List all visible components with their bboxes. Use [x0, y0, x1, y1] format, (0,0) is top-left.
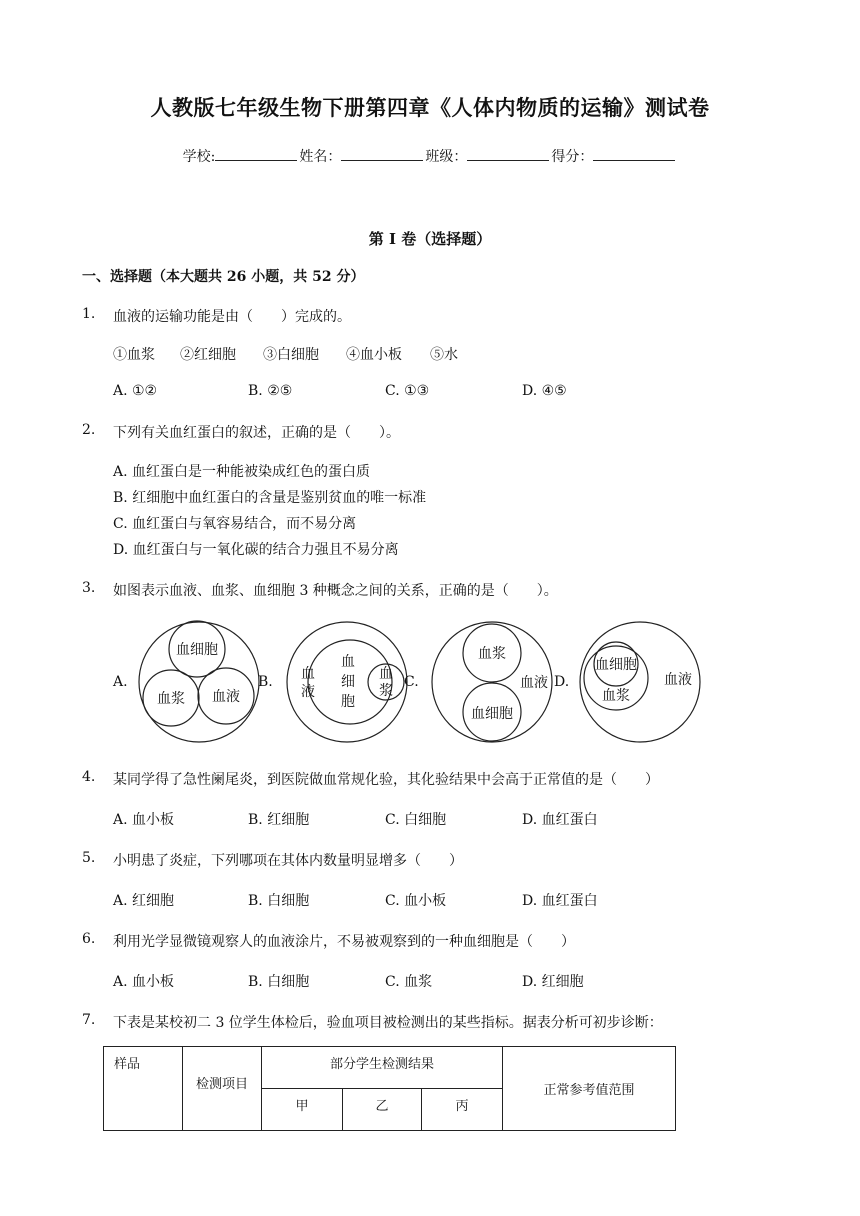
- q6-option-b[interactable]: B. 白细胞: [248, 974, 310, 990]
- q6-option-d[interactable]: D. 红细胞: [522, 974, 584, 990]
- question-2-stem: 下列有关血红蛋白的叙述，正确的是（ ）。: [113, 425, 400, 441]
- table-student-bing: 丙: [422, 1089, 503, 1131]
- q4-option-a[interactable]: A. 血小板: [113, 812, 175, 828]
- question-6-stem: 利用光学显微镜观察人的血液涂片，不易被观察到的一种血细胞是（ ）: [113, 934, 575, 950]
- venn-a-label-cells: 血细胞: [176, 642, 218, 658]
- field-class-blank[interactable]: [467, 146, 549, 161]
- page-title: 人教版七年级生物下册第四章《人体内物质的运输》测试卷: [150, 95, 710, 120]
- field-class-label: 班级：: [425, 149, 468, 165]
- q5-option-c[interactable]: C. 血小板: [385, 893, 447, 909]
- q3-option-d[interactable]: D.: [554, 674, 570, 690]
- question-5-number: 5.: [82, 850, 96, 866]
- q5-option-a[interactable]: A. 红细胞: [113, 893, 175, 909]
- table-header-results: 部分学生检测结果: [262, 1047, 503, 1089]
- venn-b-label-cells-3: 胞: [341, 694, 355, 710]
- q4-option-c[interactable]: C. 白细胞: [385, 812, 447, 828]
- q6-option-a[interactable]: A. 血小板: [113, 974, 175, 990]
- venn-diagram-d: [578, 620, 704, 746]
- field-name-blank[interactable]: [341, 146, 423, 161]
- q6-option-c[interactable]: C. 血浆: [385, 974, 433, 990]
- q2-option-b[interactable]: B. 红细胞中血红蛋白的含量是鉴别贫血的唯一标准: [113, 490, 427, 506]
- q1-option-a[interactable]: A. ①②: [113, 383, 158, 399]
- q1-option-d[interactable]: D. ④⑤: [522, 383, 567, 399]
- question-4-stem: 某同学得了急性阑尾炎，到医院做血常规化验，其化验结果中会高于正常值的是（ ）: [113, 772, 659, 788]
- q5-option-b[interactable]: B. 白细胞: [248, 893, 310, 909]
- table-student-jia: 甲: [262, 1089, 343, 1131]
- venn-d-label-blood: 血液: [664, 672, 692, 688]
- question-4-number: 4.: [82, 769, 96, 785]
- question-7-stem: 下表是某校初二 3 位学生体检后，验血项目被检测出的某些指标。据表分析可初步诊断：: [113, 1015, 663, 1031]
- q1-option-c[interactable]: C. ①③: [385, 383, 430, 399]
- venn-c-label-blood: 血液: [520, 675, 548, 691]
- venn-c-label-plasma: 血浆: [478, 646, 506, 662]
- q3-option-b[interactable]: B.: [258, 674, 273, 690]
- question-3-stem: 如图表示血液、血浆、血细胞 3 种概念之间的关系，正确的是（ ）。: [113, 583, 558, 599]
- venn-d-label-plasma: 血浆: [602, 688, 630, 704]
- question-5-stem: 小明患了炎症，下列哪项在其体内数量明显增多（ ）: [113, 853, 463, 869]
- venn-c-label-cells: 血细胞: [471, 706, 513, 722]
- venn-b-label-cells-1: 血: [341, 654, 355, 670]
- field-school-label: 学校:: [182, 149, 216, 165]
- q5-option-d[interactable]: D. 血红蛋白: [522, 893, 598, 909]
- field-school-blank[interactable]: [215, 146, 297, 161]
- venn-a-label-blood: 血液: [212, 689, 240, 705]
- table-header-sample: 样品: [104, 1047, 183, 1131]
- q1-item-1: ①血浆: [113, 347, 155, 363]
- question-3-number: 3.: [82, 580, 96, 596]
- question-1-stem: 血液的运输功能是由（ ）完成的。: [113, 309, 351, 325]
- venn-diagram-b: [284, 620, 412, 746]
- venn-b-label-blood-1: 血: [301, 666, 315, 682]
- table-header-ref: 正常参考值范围: [503, 1047, 676, 1131]
- q1-item-3: ③白细胞: [263, 347, 319, 363]
- section-title: 第 I 卷（选择题）: [368, 230, 492, 248]
- venn-b-label-plasma-1: 血: [379, 666, 393, 682]
- q1-item-5: ⑤水: [430, 347, 458, 363]
- question-2-number: 2.: [82, 422, 96, 438]
- field-name-label: 姓名：: [299, 149, 342, 165]
- q2-option-d[interactable]: D. 血红蛋白与一氧化碳的结合力强且不易分离: [113, 542, 399, 558]
- q3-option-c[interactable]: C.: [404, 674, 419, 690]
- venn-d-label-cells: 血细胞: [595, 657, 637, 673]
- question-1-number: 1.: [82, 306, 96, 322]
- q1-option-b[interactable]: B. ②⑤: [248, 383, 293, 399]
- venn-diagram-a: [134, 620, 266, 746]
- student-info-line: [0, 146, 860, 166]
- table-header-item: 检测项目: [183, 1047, 262, 1131]
- q2-option-a[interactable]: A. 血红蛋白是一种能被染成红色的蛋白质: [113, 464, 371, 480]
- q4-option-d[interactable]: D. 血红蛋白: [522, 812, 598, 828]
- part-title: 一、选择题（本大题共 26 小题，共 52 分）: [82, 269, 365, 285]
- q1-item-2: ②红细胞: [180, 347, 236, 363]
- blood-test-table: [103, 1046, 676, 1131]
- venn-b-label-plasma-2: 浆: [379, 683, 393, 699]
- question-6-number: 6.: [82, 931, 96, 947]
- field-score-blank[interactable]: [593, 146, 675, 161]
- venn-a-label-plasma: 血浆: [157, 691, 185, 707]
- q1-item-4: ④血小板: [346, 347, 402, 363]
- q2-option-c[interactable]: C. 血红蛋白与氧容易结合，而不易分离: [113, 516, 357, 532]
- table-student-yi: 乙: [343, 1089, 422, 1131]
- field-score-label: 得分：: [551, 149, 594, 165]
- question-7-number: 7.: [82, 1012, 96, 1028]
- venn-b-label-blood-2: 液: [301, 684, 315, 700]
- venn-diagram-c: [428, 620, 558, 746]
- q4-option-b[interactable]: B. 红细胞: [248, 812, 310, 828]
- venn-b-label-cells-2: 细: [341, 674, 355, 690]
- q3-option-a[interactable]: A.: [113, 674, 128, 690]
